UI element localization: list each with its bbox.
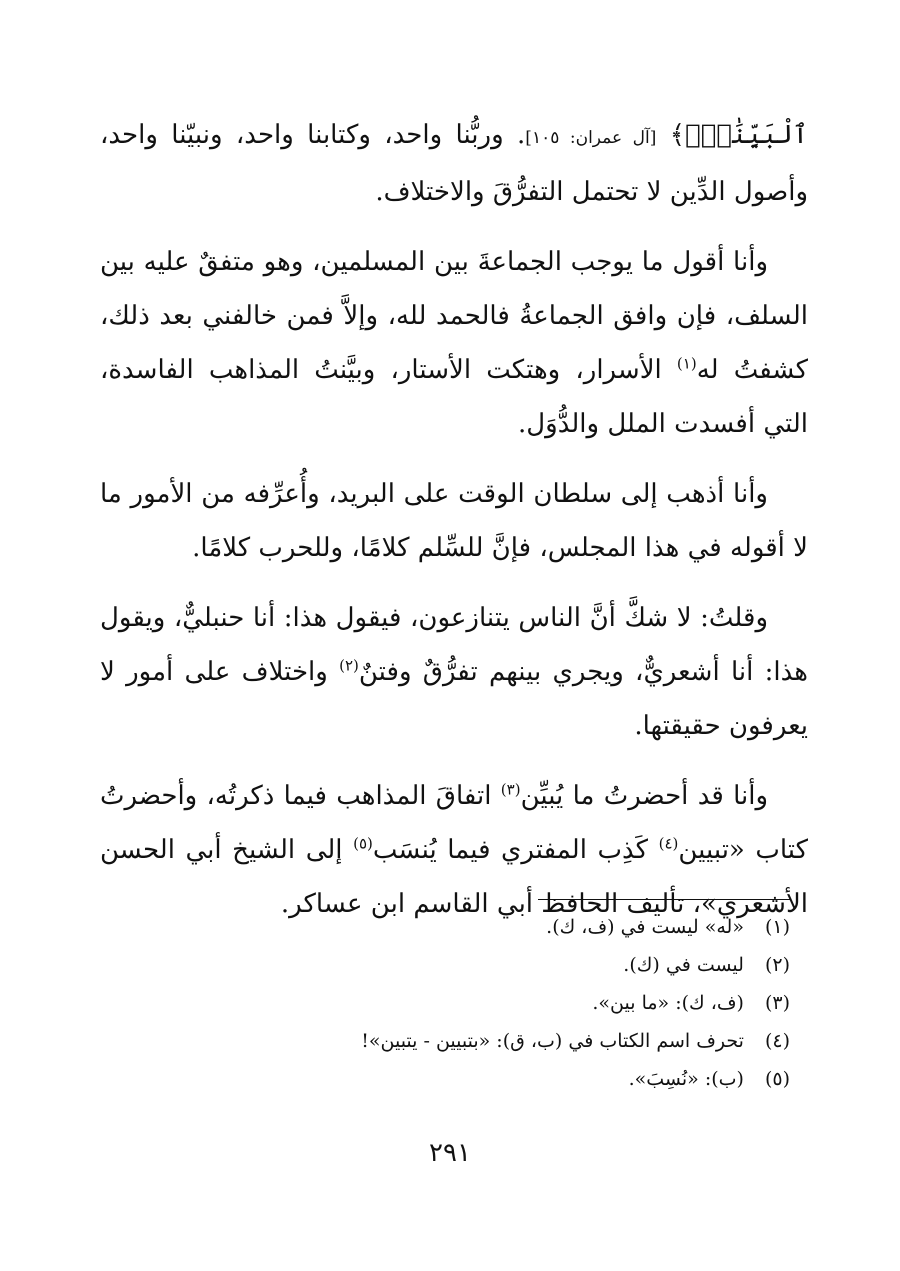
paragraph-5-text-c: كَذِب المفتري فيما يُنسَب <box>372 835 659 865</box>
footnote-text: (ب): «نُسِبَ». <box>628 1068 744 1090</box>
paragraph-5-text-d: إلى الشيخ أبي الحسن الأشعري»، تأليف الحافظ أبي القاسم ابن عساكر. <box>100 835 808 919</box>
footnote-marker-1: (١) <box>676 354 697 373</box>
footnote-number: (٣) <box>764 992 790 1014</box>
paragraph-4-text-a: وقلتُ: لا شكَّ أنَّ الناس يتنازعون، فيقول هذا: أنا حنبليٌّ، ويقول هذا: أنا أشعريٌّ، ويجري بينهم تفرُّقٌ وفتنٌ <box>100 603 809 687</box>
footnote-number: (٢) <box>764 954 790 976</box>
footnote-text: (ف، ك): «ما بين». <box>592 992 744 1014</box>
paragraph-2-text-a: وأنا أقول ما يوجب الجماعةَ بين المسلمين، وهو متفقٌ عليه بين السلف، فإن وافق الجماعةُ فالحمد لله، وإلاَّ فمن خالفني بعد ذلك، كشفتُ له <box>100 247 808 385</box>
paragraph-3 <box>100 467 808 575</box>
paragraph-1-text: . وربُّنا واحد، وكتابنا واحد، ونبيّنا واحد، وأصول الدِّين لا تحتمل التفرُّقَ والاختلاف. <box>100 120 808 207</box>
paragraph-2-text-b: الأسرار، وهتكت الأستار، وبيَّنتُ المذاهب الفاسدة، التي أفسدت الملل والدُّوَل. <box>100 355 808 439</box>
footnote-marker-5: (٥) <box>353 834 373 853</box>
paragraph-5 <box>100 769 808 931</box>
main-text <box>100 108 808 947</box>
page-number: ٢٩١ <box>429 1138 471 1168</box>
footnotes-list <box>190 908 790 1098</box>
footnote-marker-4: (٤) <box>658 834 679 853</box>
footnote-number: (١) <box>764 916 790 938</box>
footnote-text: «له» ليست في (ف، ك). <box>546 916 744 938</box>
footnote-item <box>190 946 790 984</box>
paragraph-4-text-b: واختلاف على أمور لا يعرفون حقيقتها. <box>100 657 808 741</box>
footnote-number: (٤) <box>764 1030 790 1052</box>
quran-word: ٱلْبَيِّنَٰتُۚ﴾ <box>669 120 808 150</box>
paragraph-2 <box>100 235 808 451</box>
paragraph-3-text: وأنا أذهب إلى سلطان الوقت على البريد، وأُعرِّفه من الأمور ما لا أقوله في هذا المجلس، فإنَّ للسِّلم كلامًا، وللحرب كلامًا. <box>100 479 808 563</box>
footnote-divider <box>538 899 790 900</box>
footnote-item <box>190 1022 790 1060</box>
paragraph-5-text-a: وأنا قد أحضرتُ ما يُبيِّن <box>520 781 769 811</box>
paragraph-5-text-b: اتفاقَ المذاهب فيما ذكرتُه، وأحضرتُ كتاب «تبيين <box>100 781 809 865</box>
footnote-number: (٥) <box>764 1068 790 1090</box>
paragraph-4 <box>100 591 808 753</box>
footnote-text: تحرف اسم الكتاب في (ب، ق): «بتبيين - يتبين»! <box>361 1030 744 1052</box>
footnote-item <box>190 908 790 946</box>
footnote-marker-3: (٣) <box>500 780 521 799</box>
footnote-item <box>190 1060 790 1098</box>
footnote-marker-2: (٢) <box>339 656 359 675</box>
quran-reference: [آل عمران: ١٠٥] <box>525 128 657 148</box>
footnote-item <box>190 984 790 1022</box>
paragraph-1 <box>100 108 808 219</box>
footnote-text: ليست في (ك). <box>623 954 744 976</box>
